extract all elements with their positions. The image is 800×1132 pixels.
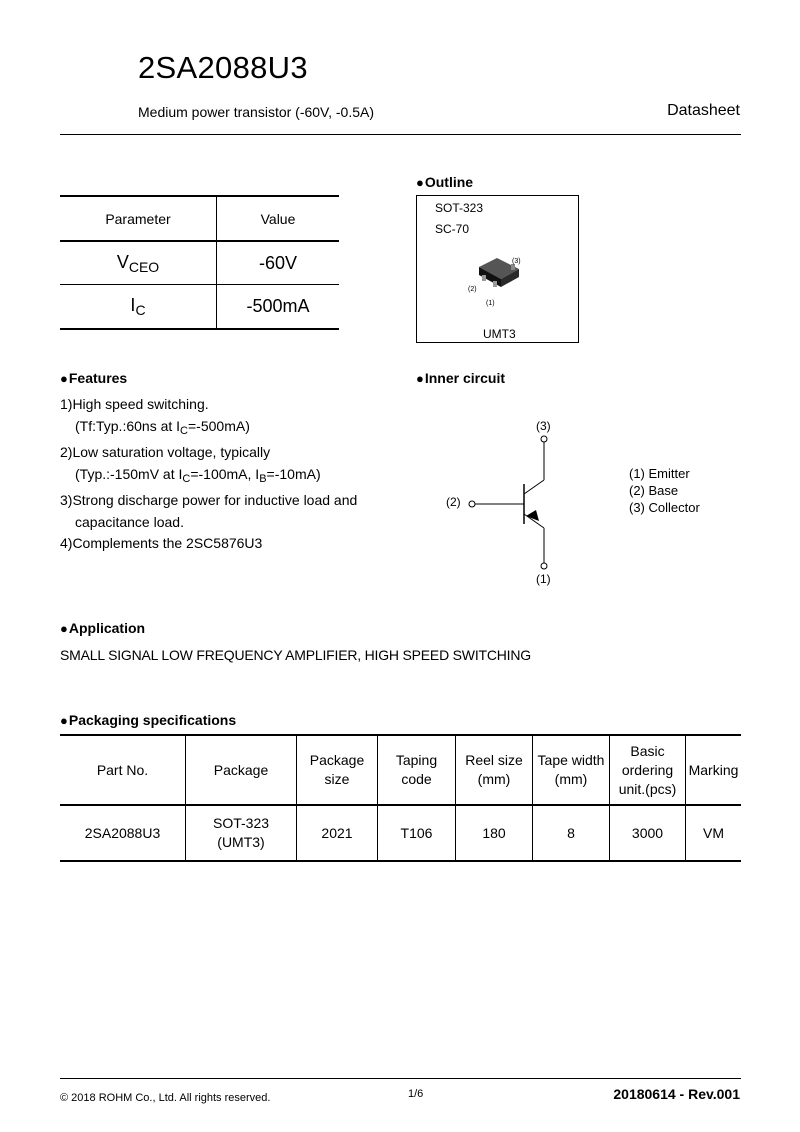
param-value: -60V [217,241,340,285]
list-item: (Typ.:-150mV at $I_C=-100mA$, $I_B=-10mA$) [75,465,321,485]
subtitle: Medium power transistor (-60V, -0.5A) [138,104,375,120]
bullet-icon: ● [60,713,68,728]
list-item: (Tf:Typ.:60ns at $I_C=-500mA$) [75,417,250,437]
param-header: Parameter [60,196,217,241]
table-row [60,805,741,861]
cell-ordering-unit: 3000 [610,805,686,861]
cell-marking: VM [686,805,742,861]
outline-pin-label: (1) [486,300,495,307]
outline-box [416,195,579,343]
value-header: Value [217,196,340,241]
copyright-text: © 2018 ROHM Co., Ltd. All rights reserved. [60,1092,271,1104]
outline-package-code: SOT-323 [435,201,484,215]
table-row [60,241,339,285]
package-drawing-icon [457,251,547,316]
revision-label: 20180614 - Rev.001 [613,1086,740,1102]
col-package-size: Package size [297,735,378,805]
table-header-row [60,196,339,241]
param-symbol: $V_{CEO}$ [60,241,217,285]
list-item: 3)Strong discharge power for inductive load and [60,492,358,508]
table-row [60,285,339,330]
cell-taping-code: T106 [378,805,456,861]
footer-divider [60,1078,741,1079]
col-tape-width: Tape width (mm) [533,735,610,805]
col-reel-size: Reel size (mm) [456,735,533,805]
outline-package-name: UMT3 [483,327,516,341]
cell-part-no: 2SA2088U3 [60,805,186,861]
outline-pin-label: (3) [512,258,521,265]
list-item: 1)High speed switching. [60,396,209,412]
pin-legend [629,465,700,516]
part-number-title: 2SA2088U3 [138,50,308,85]
col-package: Package [186,735,297,805]
page-number: 1/6 [408,1088,424,1100]
outline-heading: ●Outline [416,174,474,190]
outline-pin-label: (2) [468,286,477,293]
param-value: -500mA [217,285,340,330]
features-list [60,394,357,555]
packaging-table [60,734,741,862]
circuit-pin-label: (3) [536,419,551,433]
application-text: SMALL SIGNAL LOW FREQUENCY AMPLIFIER, HIGH SPEED SWITCHING [60,647,531,663]
outline-package-alias: SC-70 [435,222,470,236]
inner-circuit-heading: ●Inner circuit [416,370,505,386]
application-heading: ●Application [60,620,146,636]
list-item: (3) Collector [629,500,700,515]
circuit-pin-label: (1) [536,572,551,586]
bullet-icon: ● [60,371,68,386]
key-parameters-table [60,195,339,330]
col-marking: Marking [686,735,742,805]
cell-reel-size: 180 [456,805,533,861]
list-item: 2)Low saturation voltage, typically [60,444,271,460]
cell-package: SOT-323 (UMT3) [186,805,297,861]
list-item: capacitance load. [75,513,184,530]
col-part-no: Part No. [60,735,186,805]
header-divider [60,134,741,135]
cell-tape-width: 8 [533,805,610,861]
features-heading: ●Features [60,370,128,386]
bullet-icon: ● [60,621,68,636]
param-symbol: $I_C$ [60,285,217,330]
list-item: 4)Complements the 2SC5876U3 [60,535,263,551]
cell-package-size: 2021 [297,805,378,861]
list-item: (1) Emitter [629,466,690,481]
list-item: (2) Base [629,483,679,498]
circuit-pin-label: (2) [446,495,461,509]
table-header-row [60,735,741,805]
bullet-icon: ● [416,371,424,386]
transistor-schematic-icon [460,430,560,575]
packaging-heading: ●Packaging specifications [60,712,237,728]
col-ordering-unit: Basic ordering unit.(pcs) [610,735,686,805]
bullet-icon: ● [416,175,424,190]
doc-type-label: Datasheet [667,102,740,119]
col-taping-code: Taping code [378,735,456,805]
